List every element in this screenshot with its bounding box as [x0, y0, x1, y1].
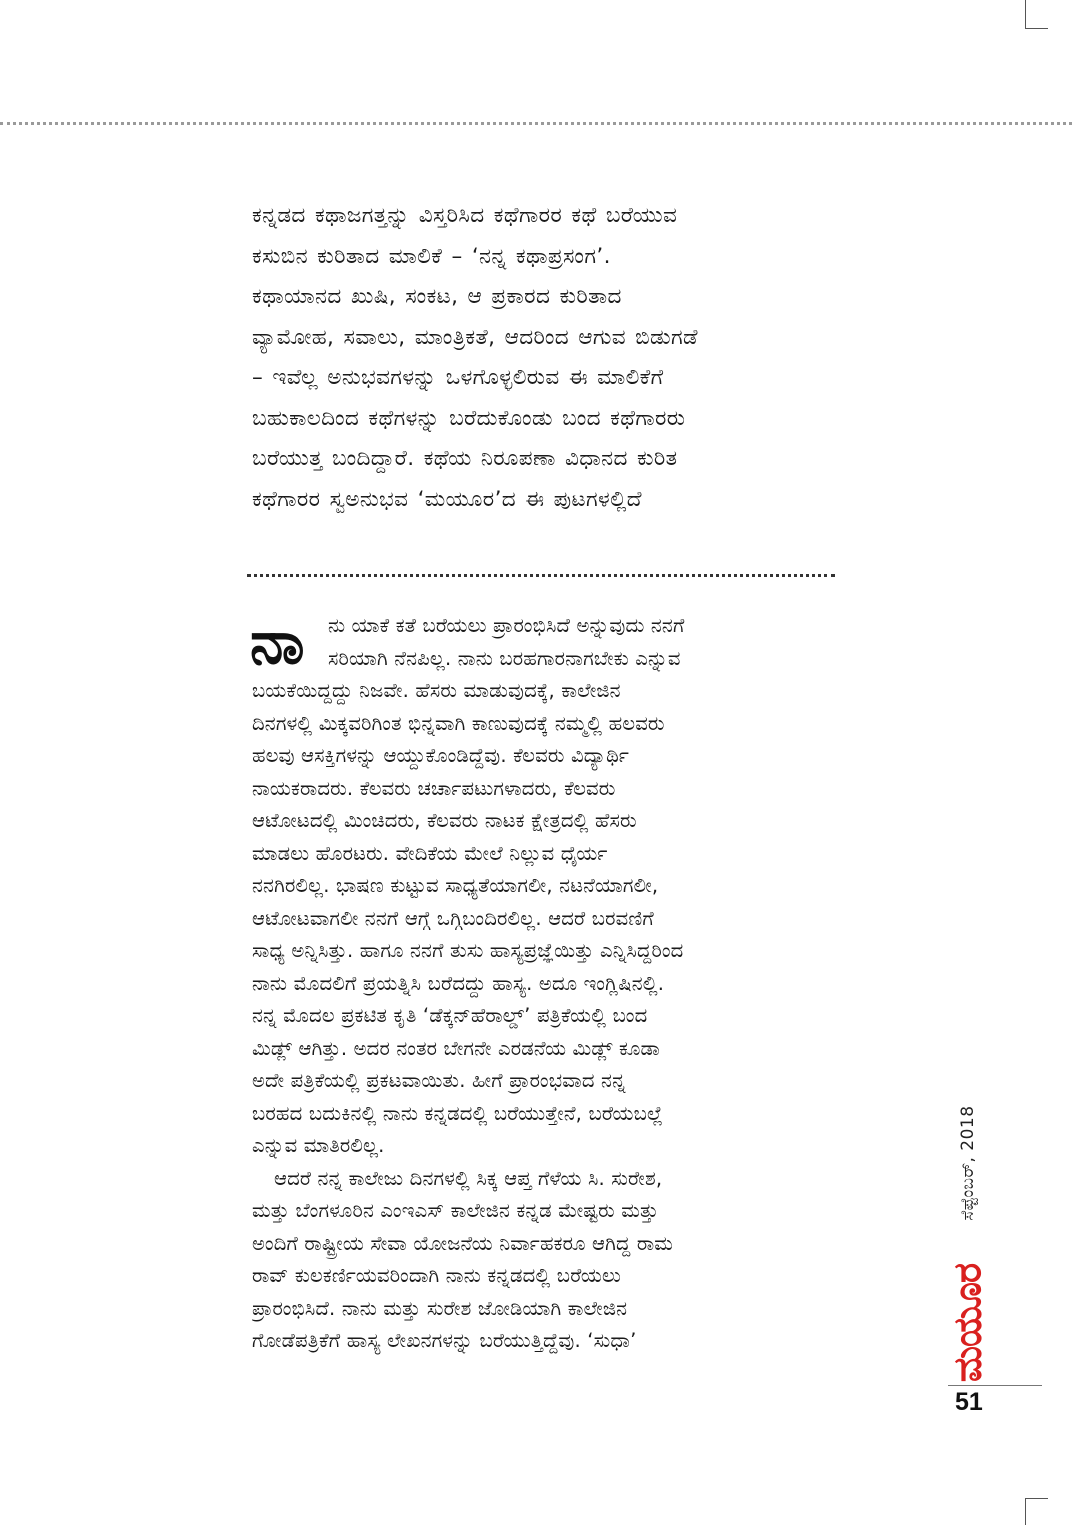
- article-line: ಗೋಡೆಪತ್ರಿಕೆಗೆ ಹಾಸ್ಯ ಲೇಖನಗಳನ್ನು ಬರೆಯುತ್ತಿದ್ದೆವು. ‘ಸುಧಾ’: [252, 1329, 637, 1352]
- article-line: ಆಟೋಟವಾಗಲೀ ನನಗೆ ಆಗ್ಗೆ ಒಗ್ಗಿಬಂದಿರಲಿಲ್ಲ. ಆದರೆ ಬರವಣಿಗೆ: [252, 906, 654, 930]
- article-body: [252, 610, 842, 1358]
- article-line: ಬಯಕೆಯಿದ್ದದ್ದು ನಿಜವೇ. ಹೆಸರು ಮಾಡುವುದಕ್ಕೆ, ಕಾಲೇಜಿನ: [252, 679, 621, 702]
- issue-date: [948, 1078, 988, 1248]
- intro-line: ಕಸುಬಿನ ಕುರಿತಾದ ಮಾಲಿಕೆ – ‘ನನ್ನ ಕಥಾಪ್ರಸಂಗ’.: [252, 243, 611, 269]
- opening-block: [250, 608, 842, 678]
- intro-line: ಕಥಾಯಾನದ ಖುಷಿ, ಸಂಕಟ, ಆ ಪ್ರಕಾರದ ಕುರಿತಾದ: [252, 284, 622, 309]
- paragraph-1: [252, 675, 842, 1163]
- article-line: ನಾನು ಮೊದಲಿಗೆ ಪ್ರಯತ್ನಿಸಿ ಬರೆದದ್ದು ಹಾಸ್ಯ. ಅದೂ ಇಂಗ್ಲಿಷಿನಲ್ಲಿ.: [252, 971, 665, 995]
- intro-line: ಕನ್ನಡದ ಕಥಾಜಗತ್ತನ್ನು ವಿಸ್ತರಿಸಿದ ಕಥೆಗಾರರ ಕಥೆ ಬರೆಯುವ: [252, 203, 678, 228]
- intro-line: ಕಥೆಗಾರರ ಸ್ವಅನುಭವ ‘ಮಯೂರ’ದ ಈ ಪುಟಗಳಲ್ಲಿದೆ: [252, 486, 642, 512]
- article-line: ಬರಹದ ಬದುಕಿನಲ್ಲಿ ನಾನು ಕನ್ನಡದಲ್ಲಿ ಬರೆಯುತ್ತೇನೆ, ಬರೆಯಬಲ್ಲೆ: [252, 1101, 663, 1125]
- article-line: ಎನ್ನುವ ಮಾತಿರಲಿಲ್ಲ.: [252, 1134, 385, 1157]
- article-line: ಮಿಡ್ಲ್ ಆಗಿತ್ತು. ಅದರ ನಂತರ ಬೇಗನೇ ಎರಡನೆಯ ಮಿಡ್ಲ್ ಕೂಡಾ: [252, 1036, 660, 1060]
- paragraph-2: [252, 1163, 842, 1358]
- crop-mark-bottom: [1025, 1498, 1048, 1525]
- magazine-logo: [944, 1263, 992, 1383]
- article-line: ನಾಯಕರಾದರು. ಕೆಲವರು ಚರ್ಚಾಪಟುಗಳಾದರು, ಕೆಲವರು: [252, 776, 616, 800]
- section-dotted-rule: [247, 574, 835, 577]
- intro-line: – ಇವೆಲ್ಲ ಅನುಭವಗಳನ್ನು ಒಳಗೊಳ್ಳಲಿರುವ ಈ ಮಾಲಿಕೆಗೆ: [252, 365, 664, 390]
- crop-mark-top: [1025, 0, 1048, 29]
- article-line: ಸಾಧ್ಯ ಅನ್ನಿಸಿತ್ತು. ಹಾಗೂ ನನಗೆ ತುಸು ಹಾಸ್ಯಪ್ರಜ್ಞೆಯಿತ್ತು ಎನ್ನಿಸಿದ್ದರಿಂದ: [252, 939, 684, 962]
- article-line: ಅಂದಿಗೆ ರಾಷ್ಟ್ರೀಯ ಸೇವಾ ಯೋಜನೆಯ ನಿರ್ವಾಹಕರೂ ಆಗಿದ್ದ ರಾಮ: [252, 1231, 674, 1255]
- issue-date-text: ಸೆಪ್ಟೆಂಬರ್, 2018: [958, 1105, 978, 1221]
- article-line: ನು ಯಾಕೆ ಕತೆ ಬರೆಯಲು ಪ್ರಾರಂಭಿಸಿದೆ ಅನ್ನುವುದು ನನಗೆ: [328, 614, 685, 637]
- drop-cap-lines: [250, 608, 842, 678]
- article-line: ಆದರೆ ನನ್ನ ಕಾಲೇಜು ದಿನಗಳಲ್ಲಿ ಸಿಕ್ಕ ಆಪ್ತ ಗೆಳೆಯ ಸಿ. ಸುರೇಶ,: [274, 1166, 663, 1190]
- intro-line: ಬರೆಯುತ್ತ ಬಂದಿದ್ದಾರೆ. ಕಥೆಯ ನಿರೂಪಣಾ ವಿಧಾನದ ಕುರಿತ: [252, 446, 678, 471]
- series-intro: [252, 196, 842, 520]
- article-line: ನನ್ನ ಮೊದಲ ಪ್ರಕಟಿತ ಕೃತಿ ‘ಡೆಕ್ಕನ್‌ಹೆರಾಲ್ಡ್’ ಪತ್ರಿಕೆಯಲ್ಲಿ ಬಂದ: [252, 1004, 648, 1027]
- top-dotted-rule: [0, 122, 1072, 125]
- article-line: ಆಟೋಟದಲ್ಲಿ ಮಿಂಚಿದರು, ಕೆಲವರು ನಾಟಕ ಕ್ಷೇತ್ರದಲ್ಲಿ ಹೆಸರು: [252, 809, 637, 832]
- article-line: ರಾವ್ ಕುಲಕರ್ಣಿಯವರಿಂದಾಗಿ ನಾನು ಕನ್ನಡದಲ್ಲಿ ಬರೆಯಲು: [252, 1264, 621, 1287]
- magazine-logo-text: ಮಯೂರ: [945, 1263, 990, 1383]
- intro-line: ವ್ಯಾಮೋಹ, ಸವಾಲು, ಮಾಂತ್ರಿಕತೆ, ಆದರಿಂದ ಆಗುವ ಬಿಡುಗಡೆ: [252, 324, 698, 350]
- drop-cap: ನಾ: [250, 608, 302, 678]
- article-line: ನನಗಿರಲಿಲ್ಲ. ಭಾಷಣ ಕುಟ್ಟುವ ಸಾಧ್ಯತೆಯಾಗಲೀ, ನಟನೆಯಾಗಲೀ,: [252, 874, 659, 897]
- article-line: ಮಾಡಲು ಹೊರಟರು. ವೇದಿಕೆಯ ಮೇಲೆ ನಿಲ್ಲುವ ಧೈರ್ಯ: [252, 841, 608, 865]
- article-line: ಅದೇ ಪತ್ರಿಕೆಯಲ್ಲಿ ಪ್ರಕಟವಾಯಿತು. ಹೀಗೆ ಪ್ರಾರಂಭವಾದ ನನ್ನ: [252, 1069, 626, 1092]
- article-line: ಪ್ರಾರಂಭಿಸಿದೆ. ನಾನು ಮತ್ತು ಸುರೇಶ ಜೋಡಿಯಾಗಿ ಕಾಲೇಜಿನ: [252, 1296, 628, 1320]
- page-number: 51: [955, 1388, 983, 1416]
- article-line: ದಿನಗಳಲ್ಲಿ ಮಿಕ್ಕವರಿಗಿಂತ ಭಿನ್ನವಾಗಿ ಕಾಣುವುದಕ್ಕೆ ನಮ್ಮಲ್ಲಿ ಹಲವರು: [252, 711, 665, 735]
- intro-line: ಬಹುಕಾಲದಿಂದ ಕಥೆಗಳನ್ನು ಬರೆದುಕೊಂಡು ಬಂದ ಕಥೆಗಾರರು: [252, 405, 686, 431]
- article-line: ಹಲವು ಆಸಕ್ತಿಗಳನ್ನು ಆಯ್ದುಕೊಂಡಿದ್ದೆವು. ಕೆಲವರು ವಿದ್ಯಾರ್ಥಿ: [252, 744, 629, 767]
- page-number-rule: [948, 1385, 1042, 1386]
- article-line: ಮತ್ತು ಬೆಂಗಳೂರಿನ ಎಂಇಎಸ್ ಕಾಲೇಜಿನ ಕನ್ನಡ ಮೇಷ್ಟರು ಮತ್ತು: [252, 1199, 659, 1222]
- article-line: ಸರಿಯಾಗಿ ನೆನಪಿಲ್ಲ. ನಾನು ಬರಹಗಾರನಾಗಬೇಕು ಎನ್ನುವ: [328, 646, 681, 670]
